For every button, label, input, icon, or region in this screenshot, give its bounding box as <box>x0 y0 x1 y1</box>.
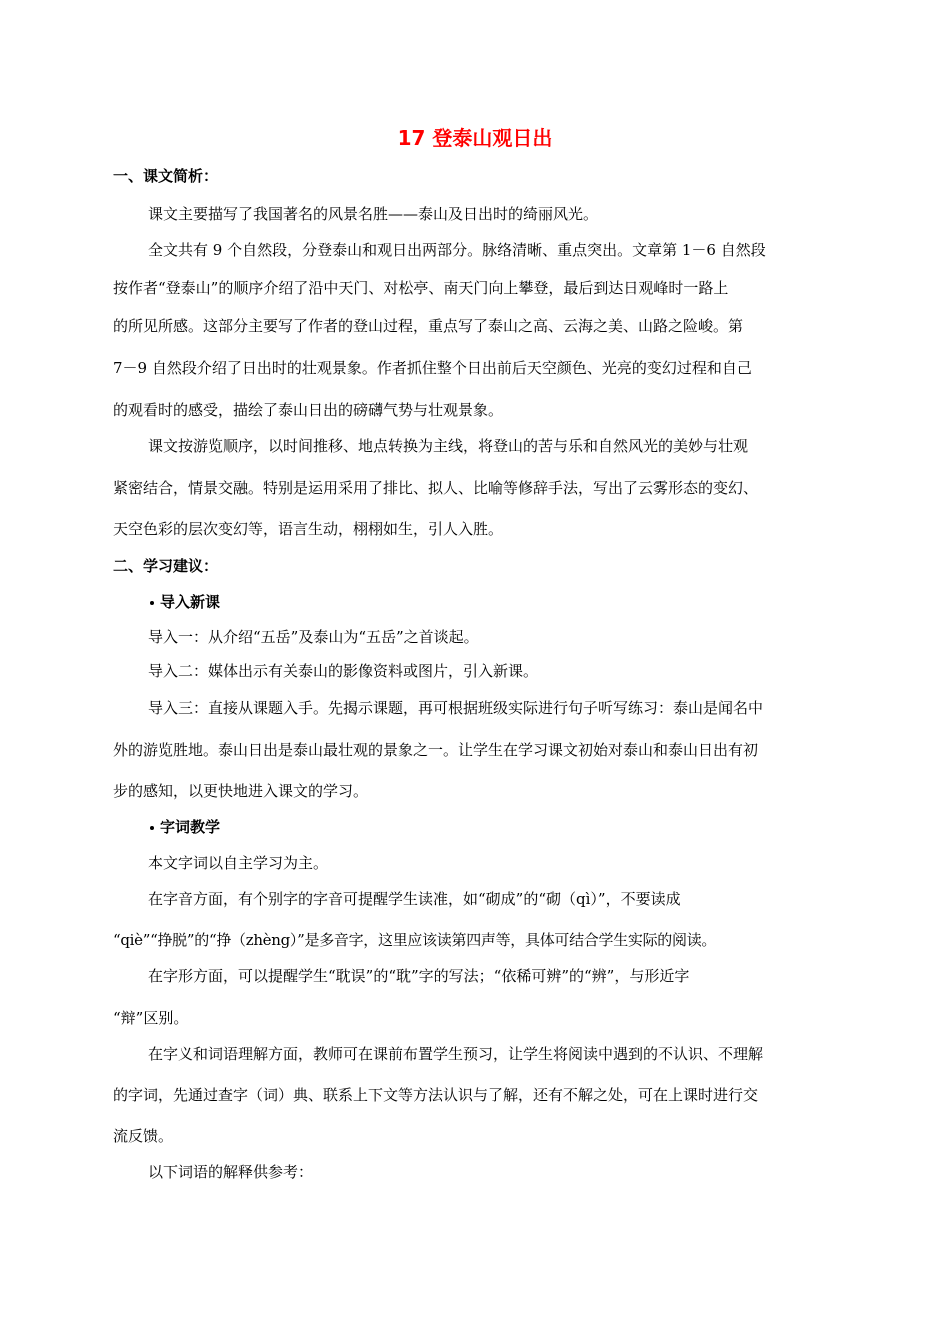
paragraph-line: 导入二：媒体出示有关泰山的影像资料或图片，引入新课。 <box>148 662 539 680</box>
paragraph-line: 外的游览胜地。泰山日出是泰山最壮观的景象之一。让学生在学习课文初始对泰山和泰山日出有初 <box>113 741 759 759</box>
paragraph-line: 流反馈。 <box>113 1127 174 1145</box>
paragraph-line: 在字义和词语理解方面，教师可在课前布置学生预习，让学生将阅读中遇到的不认识、不理解 <box>148 1045 764 1063</box>
bullet-heading-intro <box>148 592 878 612</box>
bullet-dot-icon <box>150 826 154 830</box>
section-heading-suggestions: 二、学习建议： <box>113 557 219 575</box>
paragraph-line: 7－9 自然段介绍了日出时的壮观景象。作者抓住整个日出前后天空颜色、光亮的变幻过程和自己 <box>113 359 752 377</box>
paragraph-line: 步的感知，以更快地进入课文的学习。 <box>113 782 369 800</box>
paragraph-line: 天空色彩的层次变幻等，语言生动，栩栩如生，引人入胜。 <box>113 520 504 538</box>
paragraph-line: 本文字词以自主学习为主。 <box>148 854 329 872</box>
paragraph-line: “辩”区别。 <box>113 1009 189 1027</box>
paragraph-line: 紧密结合，情景交融。特别是运用采用了排比、拟人、比喻等修辞手法，写出了云雾形态的变幻、 <box>113 479 759 497</box>
bullet-dot-icon <box>150 601 154 605</box>
paragraph-line: 课文按游览顺序，以时间推移、地点转换为主线，将登山的苦与乐和自然风光的美妙与壮观 <box>148 437 749 455</box>
paragraph-line: 在字音方面，有个别字的字音可提醒学生读准，如“砌成”的“砌（qì）”，不要读成 <box>148 890 681 908</box>
paragraph-line: 导入一：从介绍“五岳”及泰山为“五岳”之首谈起。 <box>148 628 479 646</box>
paragraph-line: 在字形方面，可以提醒学生“耽误”的“耽”字的写法；“依稀可辨”的“辨”，与形近字 <box>148 967 690 985</box>
paragraph-line: 全文共有 9 个自然段，分登泰山和观日出两部分。脉络清晰、重点突出。文章第 1－6 自然段 <box>148 241 766 259</box>
bullet-label: 字词教学 <box>160 818 221 836</box>
paragraph-line: 导入三：直接从课题入手。先揭示课题，再可根据班级实际进行句子听写练习：泰山是闻名中 <box>148 699 764 717</box>
bullet-heading-vocab <box>148 817 878 837</box>
paragraph-line: 的所见所感。这部分主要写了作者的登山过程，重点写了泰山之高、云海之美、山路之险峻。第 <box>113 317 744 335</box>
paragraph-line: 课文主要描写了我国著名的风景名胜——泰山及日出时的绮丽风光。 <box>148 205 599 223</box>
page-title: 17 登泰山观日出 <box>397 126 553 150</box>
paragraph-line: 以下词语的解释供参考： <box>148 1163 314 1181</box>
bullet-label: 导入新课 <box>160 593 221 611</box>
paragraph-line: 按作者“登泰山”的顺序介绍了沿中天门、对松亭、南天门向上攀登，最后到达日观峰时一路上 <box>113 279 729 297</box>
paragraph-line: “qiè”“挣脱”的“挣（zhèng）”是多音字，这里应该读第四声等，具体可结合学生实际的阅读。 <box>113 931 717 949</box>
section-heading-analysis: 一、课文简析： <box>113 167 219 185</box>
paragraph-line: 的观看时的感受，描绘了泰山日出的磅礴气势与壮观景象。 <box>113 401 504 419</box>
paragraph-line: 的字词，先通过查字（词）典、联系上下文等方法认识与了解，还有不解之处，可在上课时进行交 <box>113 1086 759 1104</box>
